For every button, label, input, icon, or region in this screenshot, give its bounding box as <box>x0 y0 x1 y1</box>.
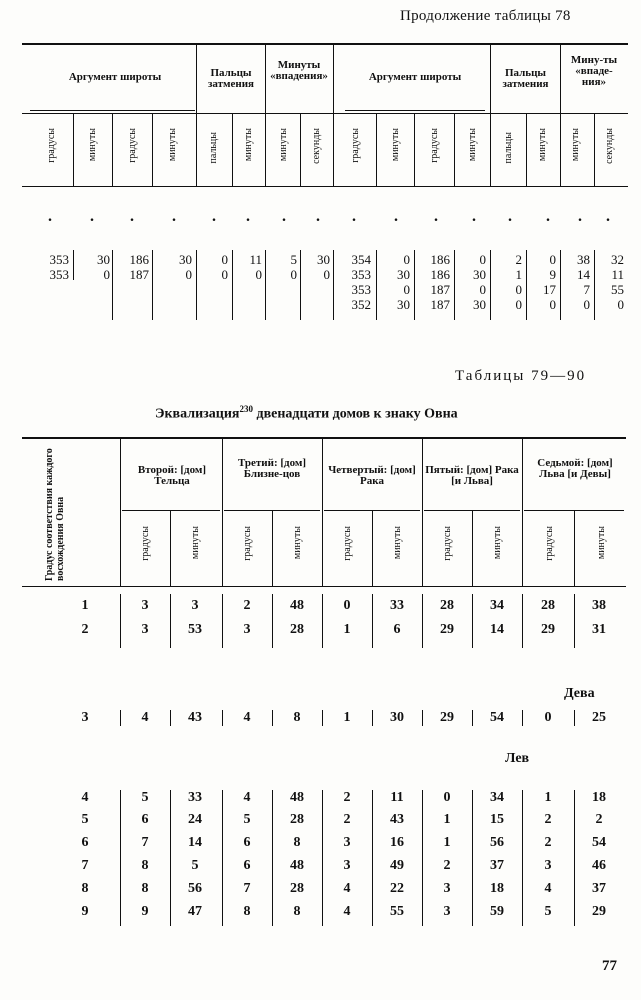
t78-right-cell: 0 <box>515 282 522 297</box>
t79-cell: 34 <box>490 598 504 613</box>
t79-cell: 31 <box>592 622 606 637</box>
t79-cell: 4 <box>343 904 351 919</box>
t78-right-cell: 0 <box>617 297 624 312</box>
t78-left-cell: 353 <box>49 267 69 282</box>
ellipsis-dot: . <box>606 208 610 225</box>
t79-cell: 7 <box>243 881 251 896</box>
ellipsis-dot: . <box>212 208 216 225</box>
t78-right-cell: 353 <box>351 267 371 282</box>
h4-deg: градусы <box>342 526 353 561</box>
t79-cell: 3 <box>443 881 451 896</box>
t79-cell: 55 <box>390 904 404 919</box>
t78-right-cell: 187 <box>430 297 450 312</box>
t78-right-cell: 0 <box>403 282 410 297</box>
t78-left-cell: 0 <box>323 267 330 282</box>
t79-cell: 0 <box>343 598 351 613</box>
t79-cell: 8 <box>293 710 301 725</box>
t79-cell: 2 <box>544 835 552 850</box>
t79-cell: 7 <box>141 835 149 850</box>
t78-left-cell: 187 <box>129 267 149 282</box>
t79-cell: 29 <box>592 904 606 919</box>
t79-cell: 16 <box>390 835 404 850</box>
t79-cell: 29 <box>541 622 555 637</box>
t78-right-cell: 0 <box>479 282 486 297</box>
t78-left-cell: 30 <box>97 252 110 267</box>
t78-right-cell: 0 <box>549 252 556 267</box>
t79-cell: 5 <box>141 790 149 805</box>
minutes-header-left: Минуты «впадения» <box>270 59 328 82</box>
t78-right-cell: 187 <box>430 282 450 297</box>
t79-cell: 28 <box>290 812 304 827</box>
t78-right-cell: 32 <box>611 252 624 267</box>
t78-right-cell: 14 <box>577 267 590 282</box>
t79-cell: 4 <box>343 881 351 896</box>
ellipsis-dot: . <box>578 208 582 225</box>
t78-left-cell: 0 <box>290 267 297 282</box>
t79-cell: 28 <box>440 598 454 613</box>
sub-deg-2: градусы <box>127 128 138 163</box>
t79-cell: 5 <box>243 812 251 827</box>
t79-cell: 3 <box>343 835 351 850</box>
t79-cell: 2 <box>443 858 451 873</box>
t79-cell: 34 <box>490 790 504 805</box>
t79-cell: 54 <box>592 835 606 850</box>
t79-cell: 3 <box>443 904 451 919</box>
t79-cell: 5 <box>544 904 552 919</box>
t79-cell: 8 <box>293 835 301 850</box>
t79-cell: 43 <box>188 710 202 725</box>
t79-cell: 9 <box>141 904 149 919</box>
t78-left-cell: 30 <box>179 252 192 267</box>
t78-right-cell: 30 <box>397 297 410 312</box>
t78-left-cell: 11 <box>249 252 262 267</box>
sub-deg-4: градусы <box>429 128 440 163</box>
h2-min: минуты <box>190 526 201 560</box>
t79-cell: 28 <box>541 598 555 613</box>
sub-min-4: минуты <box>278 128 289 162</box>
t78-right-cell: 30 <box>473 267 486 282</box>
t78-right-cell: 30 <box>473 297 486 312</box>
ellipsis-dot: . <box>246 208 250 225</box>
t79-row-index: 7 <box>81 858 89 873</box>
t79-cell: 18 <box>490 881 504 896</box>
sub-sec-1: секунды <box>311 128 322 164</box>
t79-cell: 3 <box>343 858 351 873</box>
t79-cell: 2 <box>343 790 351 805</box>
fingers-header-right: Пальцы затмения <box>502 67 549 90</box>
sub-deg-1: градусы <box>46 128 57 163</box>
ellipsis-dot: . <box>472 208 476 225</box>
minutes-header-right: Мину-ты «впаде-ния» <box>570 54 618 88</box>
t79-cell: 4 <box>141 710 149 725</box>
t79-cell: 8 <box>293 904 301 919</box>
continuation-title: Продолжение таблицы 78 <box>400 8 571 24</box>
t79-cell: 1 <box>544 790 552 805</box>
ellipsis-dot: . <box>90 208 94 225</box>
t79-cell: 6 <box>141 812 149 827</box>
t78-left-cell: 0 <box>255 267 262 282</box>
sub-min-6: минуты <box>467 128 478 162</box>
house-2-header: Второй: [дом] Тельца <box>137 464 207 487</box>
t79-row-index: 5 <box>81 812 89 827</box>
ellipsis-dot: . <box>282 208 286 225</box>
title-text: Эквализация <box>155 406 240 422</box>
t79-cell: 54 <box>490 710 504 725</box>
t78-right-cell: 186 <box>430 267 450 282</box>
t78-right-cell: 354 <box>351 252 371 267</box>
h2-deg: градусы <box>140 526 151 561</box>
h5-deg: градусы <box>442 526 453 561</box>
ellipsis-dot: . <box>352 208 356 225</box>
t79-cell: 2 <box>243 598 251 613</box>
sub-fing-2: пальцы <box>503 132 514 164</box>
t79-cell: 4 <box>243 790 251 805</box>
t79-cell: 18 <box>592 790 606 805</box>
t79-cell: 28 <box>290 881 304 896</box>
h5-min: минуты <box>492 526 503 560</box>
t78-left-cell: 186 <box>129 252 149 267</box>
t78-right-cell: 0 <box>403 252 410 267</box>
ellipsis-dot: . <box>316 208 320 225</box>
t79-cell: 6 <box>243 835 251 850</box>
t79-cell: 1 <box>343 622 351 637</box>
t78-left-cell: 0 <box>221 252 228 267</box>
t78-right-cell: 186 <box>430 252 450 267</box>
t78-left-cell: 5 <box>290 252 297 267</box>
t79-cell: 48 <box>290 598 304 613</box>
t79-row-index: 4 <box>81 790 89 805</box>
t79-cell: 33 <box>390 598 404 613</box>
h3-min: минуты <box>292 526 303 560</box>
t79-cell: 14 <box>490 622 504 637</box>
t79-row-index: 1 <box>81 598 89 613</box>
t79-cell: 25 <box>592 710 606 725</box>
t79-cell: 37 <box>490 858 504 873</box>
t79-cell: 28 <box>290 622 304 637</box>
sub-min-3: минуты <box>243 128 254 162</box>
title-footnote: 230 <box>239 404 253 414</box>
t78-right-cell: 0 <box>549 297 556 312</box>
ellipsis-dot: . <box>394 208 398 225</box>
t79-cell: 14 <box>188 835 202 850</box>
t79-cell: 1 <box>343 710 351 725</box>
note-virgo: Дева <box>564 686 595 701</box>
t79-row-index: 9 <box>81 904 89 919</box>
t78-right-cell: 353 <box>351 282 371 297</box>
t79-cell: 1 <box>443 835 451 850</box>
t79-cell: 2 <box>343 812 351 827</box>
t78-right-cell: 0 <box>479 252 486 267</box>
t78-left-cell: 0 <box>103 267 110 282</box>
arg-header-right: Аргумент широты <box>368 71 462 83</box>
house-4-header: Четвертый: [дом] Рака <box>328 464 416 487</box>
t79-cell: 48 <box>290 858 304 873</box>
t79-row-index: 8 <box>81 881 89 896</box>
t79-cell: 1 <box>443 812 451 827</box>
t79-cell: 3 <box>141 622 149 637</box>
t79-cell: 2 <box>595 812 603 827</box>
sub-min-8: минуты <box>570 128 581 162</box>
sub-sec-2: секунды <box>604 128 615 164</box>
t78-left-cell: 30 <box>317 252 330 267</box>
h3-deg: градусы <box>242 526 253 561</box>
t79-cell: 11 <box>390 790 404 805</box>
t79-cell: 24 <box>188 812 202 827</box>
h7-min: минуты <box>596 526 607 560</box>
t79-row-index: 6 <box>81 835 89 850</box>
ellipsis-dot: . <box>508 208 512 225</box>
t79-cell: 2 <box>544 812 552 827</box>
sub-min-2: минуты <box>167 128 178 162</box>
t79-cell: 3 <box>243 622 251 637</box>
t79-cell: 30 <box>390 710 404 725</box>
t79-cell: 4 <box>243 710 251 725</box>
t78-right-cell: 38 <box>577 252 590 267</box>
t78-right-cell: 1 <box>515 267 522 282</box>
t79-cell: 6 <box>243 858 251 873</box>
house-7-header: Седьмой: [дом] Льва [и Девы] <box>537 457 613 480</box>
t78-right-cell: 11 <box>611 267 624 282</box>
t79-cell: 53 <box>188 622 202 637</box>
t78-left-cell: 0 <box>185 267 192 282</box>
t79-cell: 0 <box>544 710 552 725</box>
sub-fing-1: пальцы <box>208 132 219 164</box>
ellipsis-dot: . <box>172 208 176 225</box>
t79-cell: 15 <box>490 812 504 827</box>
row-header: Градус соответствия каждого восхождения Овна <box>44 448 66 581</box>
t79-cell: 8 <box>141 858 149 873</box>
t79-cell: 33 <box>188 790 202 805</box>
h4-min: минуты <box>392 526 403 560</box>
t78-right-cell: 0 <box>515 297 522 312</box>
t79-cell: 59 <box>490 904 504 919</box>
house-5-header: Пятый: [дом] Рака [и Льва] <box>425 464 519 487</box>
t79-cell: 22 <box>390 881 404 896</box>
t79-cell: 4 <box>544 881 552 896</box>
t78-left-cell: 353 <box>49 252 69 267</box>
t78-left-cell: 0 <box>221 267 228 282</box>
t78-right-cell: 352 <box>351 297 371 312</box>
t79-cell: 48 <box>290 790 304 805</box>
t79-cell: 8 <box>243 904 251 919</box>
t79-cell: 3 <box>544 858 552 873</box>
t78-right-cell: 55 <box>611 282 624 297</box>
t78-right-cell: 7 <box>583 282 590 297</box>
sub-min-7: минуты <box>537 128 548 162</box>
t79-cell: 37 <box>592 881 606 896</box>
t79-cell: 5 <box>191 858 199 873</box>
t79-cell: 56 <box>490 835 504 850</box>
t79-cell: 6 <box>393 622 401 637</box>
t79-cell: 46 <box>592 858 606 873</box>
t78-right-cell: 17 <box>543 282 556 297</box>
sub-deg-3: градусы <box>350 128 361 163</box>
page-number: 77 <box>602 958 617 974</box>
house-3-header: Третий: [дом] Близне-цов <box>237 457 307 480</box>
t79-cell: 29 <box>440 622 454 637</box>
arg-header-left: Аргумент широты <box>68 71 162 83</box>
title-text-rest: двенадцати домов к знаку Овна <box>253 406 458 422</box>
t79-cell: 43 <box>390 812 404 827</box>
sub-min-5: минуты <box>390 128 401 162</box>
t79-cell: 8 <box>141 881 149 896</box>
note-leo: Лев <box>505 751 530 766</box>
ellipsis-dot: . <box>130 208 134 225</box>
tables-label: Таблицы 79—90 <box>455 368 587 384</box>
ellipsis-dot: . <box>48 208 52 225</box>
table-title <box>155 404 458 423</box>
t79-cell: 0 <box>443 790 451 805</box>
ellipsis-dot: . <box>546 208 550 225</box>
t78-right-cell: 30 <box>397 267 410 282</box>
t78-right-cell: 2 <box>515 252 522 267</box>
h7-deg: градусы <box>544 526 555 561</box>
t79-row-index: 2 <box>81 622 89 637</box>
t79-row-index: 3 <box>81 710 89 725</box>
t79-cell: 49 <box>390 858 404 873</box>
t79-cell: 3 <box>141 598 149 613</box>
t78-right-cell: 0 <box>583 297 590 312</box>
t79-cell: 29 <box>440 710 454 725</box>
t79-cell: 47 <box>188 904 202 919</box>
t79-cell: 3 <box>191 598 199 613</box>
t78-right-cell: 9 <box>549 267 556 282</box>
ellipsis-dot: . <box>434 208 438 225</box>
t79-cell: 38 <box>592 598 606 613</box>
fingers-header-left: Пальцы затмения <box>207 67 255 90</box>
t79-cell: 56 <box>188 881 202 896</box>
sub-min-1: минуты <box>87 128 98 162</box>
